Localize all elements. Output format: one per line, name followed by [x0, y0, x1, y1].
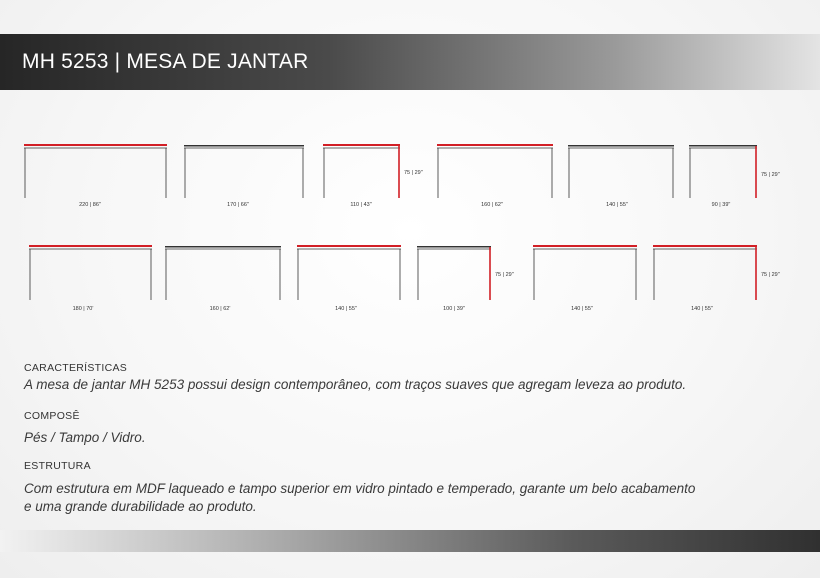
width-label: 140 | 55"	[691, 306, 713, 312]
caracteristicas-text: A mesa de jantar MH 5253 possui design contemporâneo, com traços suaves que agregam leveza ao produto.	[24, 377, 687, 392]
table-diagram-90	[689, 145, 780, 208]
estrutura-text-line1: Com estrutura em MDF laqueado e tampo superior em vidro pintado e temperado, garante um belo acabamento	[24, 481, 696, 496]
caracteristicas-title: CARACTERÍSTICAS	[24, 362, 128, 374]
table-diagram-140c	[533, 245, 637, 312]
width-label: 160 | 62"	[481, 202, 503, 208]
width-label: 160 | 62'	[209, 306, 231, 312]
height-label: 75 | 29"	[761, 172, 780, 178]
table-diagram-170	[184, 145, 304, 208]
table-diagram-180	[29, 245, 152, 312]
table-diagram-220	[24, 144, 167, 208]
width-label: 180 | 70'	[72, 306, 94, 312]
table-diagram-140	[568, 145, 674, 208]
height-label: 75 | 29"	[495, 272, 514, 278]
page-title: MH 5253 | MESA DE JANTAR	[22, 50, 309, 73]
width-label: 110 | 43"	[350, 202, 372, 208]
table-diagram-140d	[653, 245, 780, 312]
estrutura-text-line2: e uma grande durabilidade ao produto.	[24, 499, 257, 514]
width-label: 140 | 55"	[335, 306, 357, 312]
width-label: 90 | 39"	[711, 202, 731, 208]
height-label: 75 | 29"	[404, 170, 423, 176]
width-label: 140 | 55"	[606, 202, 628, 208]
estrutura-title: ESTRUTURA	[24, 460, 91, 472]
width-label: 140 | 55"	[571, 306, 593, 312]
width-label: 220 | 86"	[79, 202, 101, 208]
width-label: 170 | 66"	[227, 202, 249, 208]
height-label: 75 | 29"	[761, 272, 780, 278]
composicao-title: COMPOSÊ	[24, 410, 80, 422]
table-diagram-140b	[297, 245, 401, 312]
table-diagram-160b	[165, 246, 281, 312]
composicao-text: Pés / Tampo / Vidro.	[24, 430, 146, 445]
table-diagram-160	[437, 144, 553, 208]
table-diagram-100	[417, 246, 514, 312]
table-diagram-110	[323, 144, 423, 208]
footer-bar	[0, 530, 820, 552]
width-label: 100 | 39"	[443, 306, 465, 312]
